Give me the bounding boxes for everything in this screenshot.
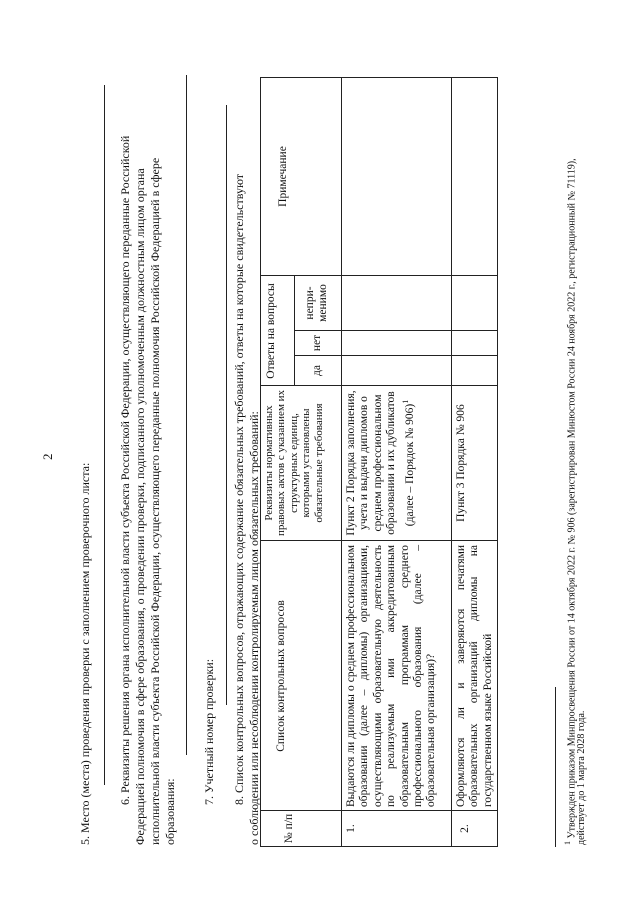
item-6-line-3: исполнительной власти субъекта Российской Федерации, осуществляющего переданные полномочия Российской Федерацией в сфере <box>148 157 162 845</box>
header-answer-not-applicable: непри-менимо <box>304 284 330 322</box>
item-5-text: 5. Место (места) проведения проверки с заполнением проверочного листа: <box>78 462 92 845</box>
page-number: 2 <box>40 453 55 460</box>
header-note: Примечание <box>277 146 289 207</box>
item-5-fill-line <box>104 85 105 785</box>
item-8-line-2: о соблюдении или несоблюдении контролируемым лицом обязательных требований: <box>247 411 261 845</box>
item-7-text: 7. Учетный номер проверки: <box>202 658 216 805</box>
header-requisites: Реквизиты нормативных правовых актов с указанием их структурных единиц, которыми установлены обязательные требования <box>263 389 325 537</box>
footnote-separator <box>555 687 556 847</box>
row-2-number: 2. <box>459 824 471 833</box>
header-question: Список контрольных вопросов <box>275 600 287 752</box>
item-6-line-4: образования: <box>163 778 177 845</box>
item-6-line-2: Федерацией полномочия в сфере образования, о проведении проверки, подписанного уполномоченным должностным лицом органа <box>133 168 147 845</box>
row-1-requisites: Пункт 2 Порядка заполнения, учета и выдачи дипломов о среднем профессиональном образовании и их дубликатов (далее – Порядок № 906)$^1$ <box>345 390 416 536</box>
item-6-fill-line <box>186 75 187 755</box>
row-1-number: 1. <box>345 824 357 833</box>
item-6-line-1: 6. Реквизиты решения органа исполнительной власти субъекта Российской Федерации, осуществляющего переданные Российской <box>118 135 132 805</box>
row-1-question: Выдаются ли дипломы о среднем профессиональном образовании (далее – дипломы) организациями, осуществляющими образовательную деятельность по реализуемым ими аккредитованным образовательным программам среднего профессионального образования (далее – образовательная организация)? <box>345 545 438 807</box>
row-2-requisites: Пункт 3 Порядка № 906 <box>455 404 467 522</box>
footnote-line-1: $^1$ Утвержден приказом Минпросвещения России от 14 октября 2022 г. № 906 (зарегистрирован Минюстом России 24 ноября 2022 г., регистрационный № 71119), <box>563 158 578 845</box>
item-7-fill-line <box>226 105 227 705</box>
row-2-question: Оформляются ли и заверяются печатями образовательных организаций дипломы на государственном языке Российской <box>455 545 494 807</box>
header-answer-no: нет <box>311 334 323 352</box>
header-number: № п/п <box>283 813 295 844</box>
footnote-mark: 1 <box>563 841 572 845</box>
header-answer-yes: да <box>311 365 323 376</box>
footnote-line-2: действует до 1 марта 2028 года. <box>576 710 587 845</box>
header-answers: Ответы на вопросы <box>265 283 277 379</box>
checklist-table <box>260 77 498 847</box>
item-8-line-1: 8. Список контрольных вопросов, отражающих содержание обязательных требований, ответы на которые свидетельствуют <box>232 174 246 805</box>
footnote-ref: 1 <box>400 399 410 404</box>
